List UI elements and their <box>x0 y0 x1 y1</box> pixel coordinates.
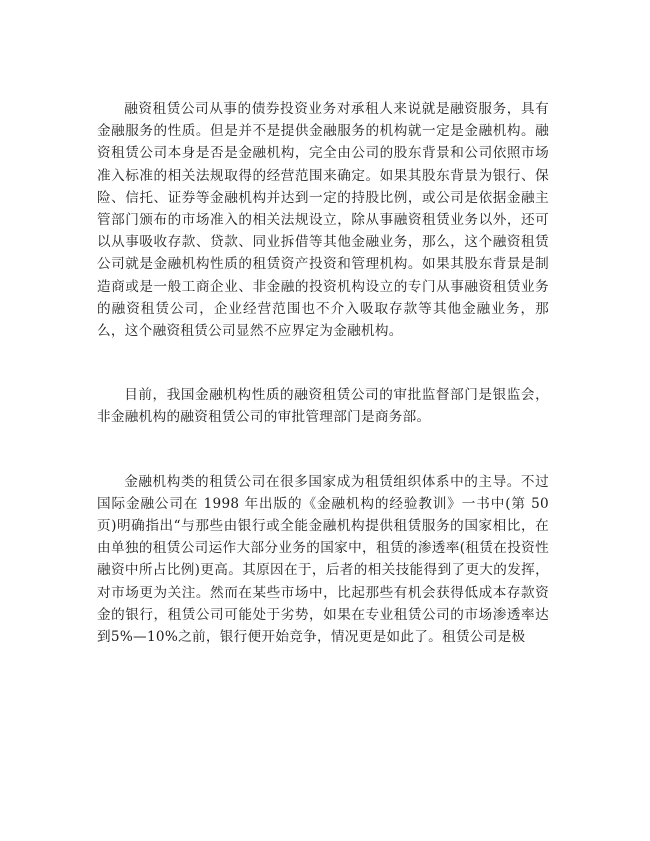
document-body <box>97 98 549 648</box>
paragraph-3: 金融机构类的租赁公司在很多国家成为租赁组织体系中的主导。不过国际金融公司在 1998 年出版的《金融机构的经验教训》一书中(第 50 页)明确指出“与那些由银行或全能金融机构提供租赁服务的国家相比，在由单独的租赁公司运作大部分业务的国家中，租赁的渗透率(租赁在投资性融资中所占比例)更高。其原因在于，后者的相关技能得到了更大的发挥，对市场更为关注。然而在某些市场中，比起那些有机会获得低成本存款资金的银行，租赁公司可能处于劣势，如果在专业租赁公司的市场渗透率达到5%—10%之前，银行便开始竞争，情况更是如此了。租赁公司是极 <box>97 473 549 646</box>
paragraph-2: 目前，我国金融机构性质的融资租赁公司的审批监督部门是银监会，非金融机构的融资租赁公司的审批管理部门是商务部。 <box>97 387 549 426</box>
paragraph-1: 融资租赁公司从事的债券投资业务对承租人来说就是融资服务，具有金融服务的性质。但是并不是提供金融服务的机构就一定是金融机构。融资租赁公司本身是否是金融机构，完全由公司的股东背景和公司依照市场准入标准的相关法规取得的经营范围来确定。如果其股东背景为银行、保险、信托、证券等金融机构并达到一定的持股比例，或公司是依据金融主管部门颁布的市场准入的相关法规设立，除从事融资租赁业务以外，还可以从事吸收存款、贷款、同业拆借等其他金融业务，那么，这个融资租赁公司就是金融机构性质的租赁资产投资和管理机构。如果其股东背景是制造商或是一般工商企业、非金融的投资机构设立的专门从事融资租赁业务的融资租赁公司，企业经营范围也不介入吸取存款等其他金融业务，那么，这个融资租赁公司显然不应界定为金融机构。 <box>97 101 549 340</box>
